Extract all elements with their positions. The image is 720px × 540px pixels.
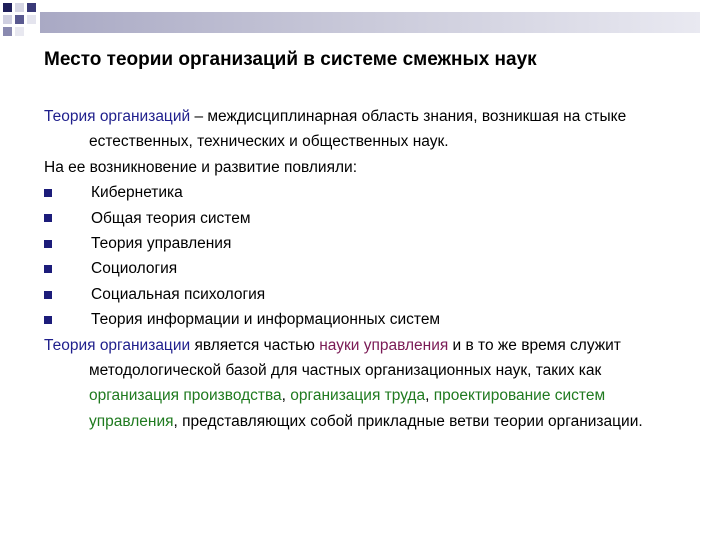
intro-paragraph — [44, 104, 694, 155]
intro-text: – междисциплинарная область знания, возникшая на стыке естественных, технических и общественных наук. — [89, 108, 627, 151]
conclusion-text: , представляющих собой прикладные ветви теории организации. — [173, 412, 643, 430]
bullet-icon — [44, 189, 52, 197]
list-item-label: Социология — [91, 260, 178, 278]
production-organization-term: организация производства — [89, 387, 282, 405]
list-item-label: Теория информации и информационных систем — [91, 311, 441, 329]
list-item — [44, 231, 694, 256]
separator: , — [281, 387, 291, 405]
decor-square — [15, 27, 24, 36]
decor-square — [15, 3, 24, 12]
conclusion-paragraph — [44, 333, 694, 435]
list-item-label: Теория управления — [91, 235, 232, 253]
labor-organization-term: организация труда — [290, 387, 426, 405]
slide-body — [44, 104, 694, 434]
list-item-label: Общая теория систем — [91, 209, 251, 227]
bullet-icon — [44, 265, 52, 273]
list-item — [44, 206, 694, 231]
list-item — [44, 307, 694, 332]
bullet-icon — [44, 240, 52, 248]
header-bar — [40, 12, 700, 33]
decor-square — [3, 27, 12, 36]
decor-square — [27, 15, 36, 24]
management-science-term: науки управления — [319, 336, 449, 354]
decor-square — [15, 15, 24, 24]
management-systems-design-term: проектирование систем управления — [89, 387, 606, 430]
slide-title: Место теории организаций в системе смежных наук — [44, 49, 537, 70]
decor-square — [27, 3, 36, 12]
list-item — [44, 282, 694, 307]
conclusion-text: является частью — [190, 336, 320, 354]
list-item-label: Социальная психология — [91, 285, 266, 303]
conclusion-text: и в то же время служит методологической базой для частных организационных наук, таких как — [89, 336, 621, 380]
conclusion-term: Теория организации — [44, 336, 191, 354]
list-item-label: Кибернетика — [91, 184, 183, 202]
list-item — [44, 256, 694, 281]
decor-square — [3, 15, 12, 24]
intro-term: Теория организаций — [44, 108, 191, 125]
bullet-icon — [44, 214, 52, 222]
decor-square — [3, 3, 12, 12]
bullet-icon — [44, 291, 52, 299]
separator: , — [425, 387, 434, 405]
list-item — [44, 180, 694, 205]
bullet-icon — [44, 316, 52, 324]
influence-heading: На ее возникновение и развитие повлияли: — [44, 158, 357, 176]
